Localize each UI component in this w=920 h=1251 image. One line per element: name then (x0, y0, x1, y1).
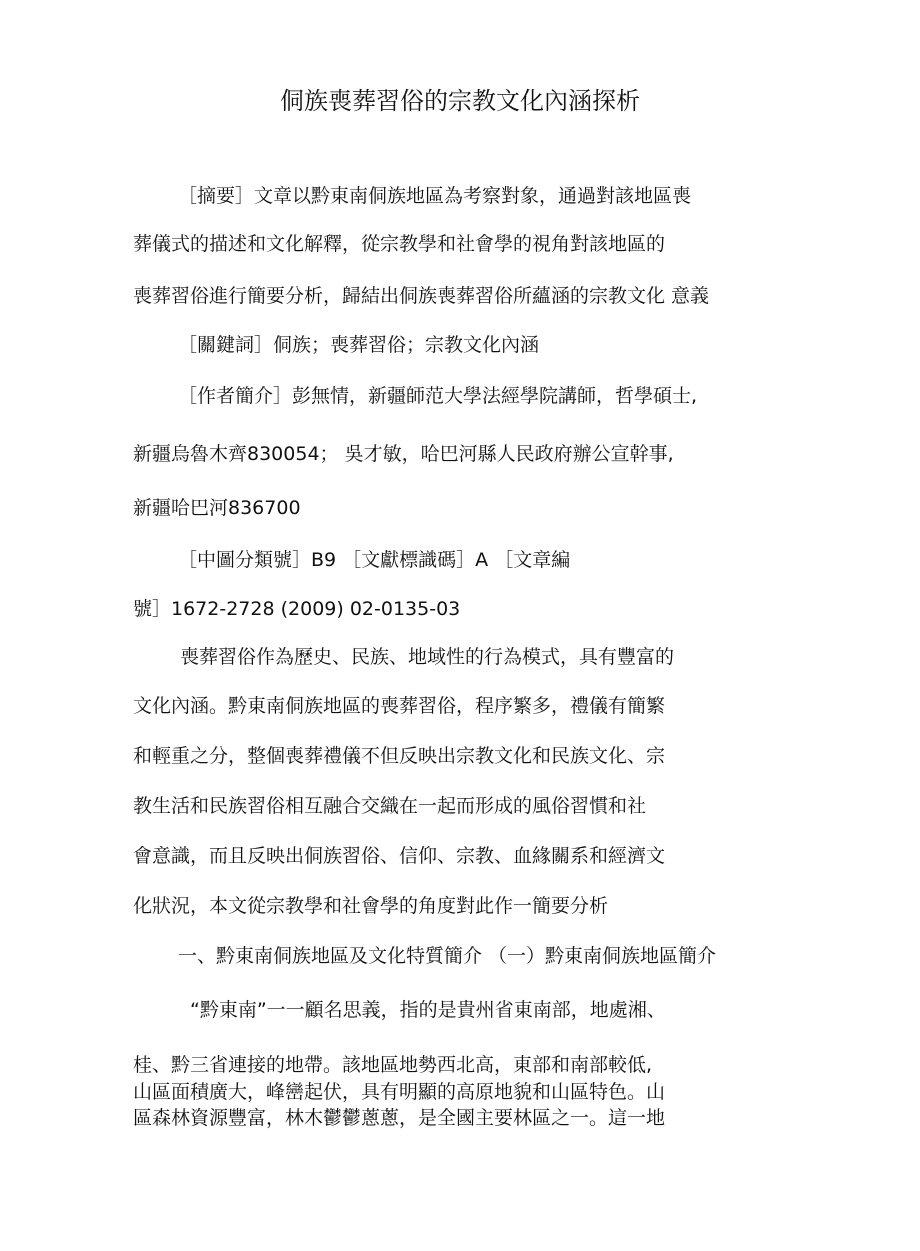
author-line: 新疆烏魯木齊830054； 吳才敏，哈巴河縣人民政府辦公宣幹事, (133, 443, 674, 465)
classification-line: 號］1672-2728 (2009) 02-0135-03 (133, 598, 461, 620)
classification-line: ［中圖分類號］B9 ［文獻標識碼］A ［文章編 (178, 549, 571, 571)
body-line: 教生活和民族習俗相互融合交織在一起而形成的風俗習慣和社 (133, 795, 647, 817)
body-line: 區森林資源豐富，林木鬱鬱蔥蔥，是全國主要林區之一。這一地 (133, 1107, 666, 1129)
author-line: 新疆哈巴河836700 (133, 497, 301, 519)
author-line: ［作者簡介］彭無情，新疆師范大學法經學院講師，哲學碩士, (178, 385, 698, 407)
section-heading: 一、黔東南侗族地區及文化特質簡介 （一）黔東南侗族地區簡介 (178, 945, 717, 967)
keywords-line: ［關鍵詞］侗族；喪葬習俗；宗教文化內涵 (178, 334, 540, 356)
abstract-line: 喪葬習俗進行簡要分析，歸結出侗族喪葬習俗所蘊涵的宗教文化 意義 (133, 285, 710, 307)
document-title: 侗族喪葬習俗的宗教文化內涵探析 (280, 87, 640, 115)
body-line: 會意識，而且反映出侗族習俗、信仰、宗教、血緣關系和經濟文 (133, 845, 666, 867)
body-line: 喪葬習俗作為歷史、民族、地域性的行為模式，具有豐富的 (180, 646, 675, 668)
body-line: “黔東南”一一顧名思義，指的是貴州省東南部，地處湘、 (190, 999, 666, 1021)
body-line: 和輕重之分，整個喪葬禮儀不但反映出宗教文化和民族文化、宗 (133, 745, 666, 767)
body-line: 桂、黔三省連接的地帶。該地區地勢西北高，東部和南部較低, (133, 1054, 653, 1076)
body-line: 山區面積廣大，峰巒起伏，具有明顯的高原地貌和山區特色。山 (133, 1081, 666, 1103)
abstract-line: 葬儀式的描述和文化解釋，從宗教學和社會學的視角對該地區的 (133, 233, 666, 255)
body-line: 文化內涵。黔東南侗族地區的喪葬習俗，程序繁多，禮儀有簡繁 (133, 695, 666, 717)
abstract-line: ［摘要］文章以黔東南侗族地區為考察對象，通過對該地區喪 (178, 185, 692, 207)
body-line: 化狀況，本文從宗教學和社會學的角度對此作一簡要分析 (133, 895, 609, 917)
